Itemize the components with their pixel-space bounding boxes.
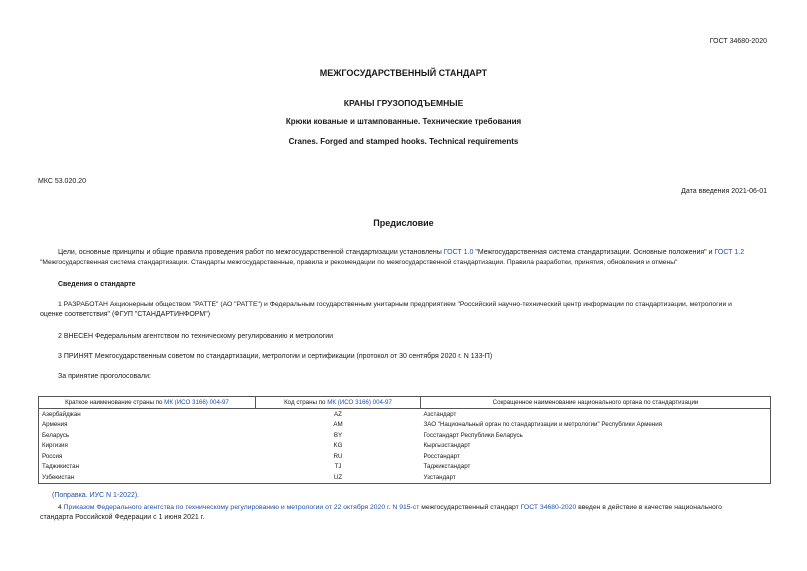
cell-country: Азербайджан: [39, 409, 256, 420]
doc-number: ГОСТ 34680-2020: [709, 38, 767, 45]
standard-type: МЕЖГОСУДАРСТВЕННЫЙ СТАНДАРТ: [319, 68, 488, 78]
mk-iso-link-1[interactable]: МК (ИСО 3166) 004-97: [164, 399, 229, 406]
cell-code: AZ: [334, 410, 342, 418]
foreword-para1: [40, 248, 772, 258]
countries-table: [38, 396, 771, 484]
table-row: [39, 430, 771, 441]
cell-body: Госстандарт Республики Беларусь: [421, 430, 771, 441]
item4-line1: [58, 503, 772, 513]
cell-country: Армения: [39, 420, 256, 431]
mk-iso-link-2[interactable]: МК (ИСО 3166) 004-97: [327, 399, 392, 406]
amendment-link[interactable]: Поправка: [54, 492, 86, 499]
foreword-heading: Предисловие: [373, 218, 434, 228]
item4-num: 4: [58, 504, 64, 511]
col-body-header: Сокращенное наименование национального органа по стандартизации: [421, 397, 771, 409]
table-row: [39, 462, 771, 473]
col-country-header: [39, 397, 256, 409]
amendment-note: [52, 491, 784, 501]
table-row: [39, 409, 771, 420]
foreword-para1-line2: "Межгосударственная система стандартизации. Стандарты межгосударственные, правила и рекомендации по межгосударственной стандартизации. Правила разработки, принятия, обновления и отмены": [40, 259, 678, 266]
para1-text-a: Цели, основные принципы и общие правила проведения работ по межгосударственной стандартизации установлены: [58, 249, 444, 256]
cell-body: Узстандарт: [421, 472, 771, 483]
cell-code: UZ: [256, 472, 421, 483]
gost-1-2-link[interactable]: ГОСТ 1.2: [714, 249, 745, 256]
amend-rest: . ИУС N 1-2022).: [85, 492, 140, 499]
item2: 2 ВНЕСЕН Федеральным агентством по техническому регулированию и метрологии: [58, 333, 334, 340]
cell-country: Россия: [39, 451, 256, 462]
subtitle-en: Cranes. Forged and stamped hooks. Technical requirements: [288, 137, 519, 146]
main-title: КРАНЫ ГРУЗОПОДЪЕМНЫЕ: [343, 98, 464, 108]
table-row: [39, 441, 771, 452]
table-row: [39, 420, 771, 431]
gost-1-0-link[interactable]: ГОСТ 1.0: [443, 249, 474, 256]
table-row: [39, 472, 771, 483]
info-heading: Сведения о стандарте: [58, 281, 136, 288]
cell-country: Беларусь: [39, 430, 256, 441]
cell-code: TJ: [334, 463, 342, 471]
table-row: [39, 451, 771, 462]
item3: 3 ПРИНЯТ Межгосударственным советом по стандартизации, метрологии и сертификации (протокол от 30 сентября 2020 г. N 133-П): [58, 353, 493, 360]
table-header-row: [39, 397, 771, 409]
cell-code: AM: [333, 421, 343, 429]
item1-line1: 1 РАЗРАБОТАН Акционерным обществом "РАТТЕ" (АО "РАТТЕ") и Федеральным государственным унитарным предприятием "Российский научно-технический центр информации по стандартизации, метрологии и: [58, 301, 732, 308]
col-country-label: Краткое наименование страны по: [65, 399, 165, 406]
cell-body: Таджикстандарт: [421, 462, 771, 473]
gost-34680-link[interactable]: ГОСТ 34680-2020: [520, 504, 577, 511]
cell-body: ЗАО "Национальный орган по стандартизации и метрологии" Республики Армения: [421, 420, 771, 431]
voted-label: За принятие проголосовали:: [58, 373, 151, 380]
amend-paren: (: [52, 492, 55, 499]
item4-line2: стандарта Российской Федерации с 1 июня 2021 г.: [40, 514, 205, 521]
cell-body: Росстандарт: [421, 451, 771, 462]
cell-country: Таджикистан: [39, 462, 256, 473]
cell-country: Киргизия: [39, 441, 256, 452]
mks-code: МКС 53.020.20: [38, 178, 86, 185]
cell-body: Азстандарт: [421, 409, 771, 420]
cell-country: Узбекистан: [39, 472, 256, 483]
item4-rest: введен в действие в качестве национального: [576, 504, 722, 511]
item1-line2: оценке соответствия" (ФГУП "СТАНДАРТИНФОРМ"): [40, 311, 211, 318]
col-code-label: Код страны по: [284, 399, 328, 406]
intro-date: Дата введения 2021-06-01: [681, 188, 767, 195]
order-link[interactable]: Приказом Федерального агентства по техническому регулированию и метрологии от 22 октября 2020 г. N 915-ст: [63, 504, 420, 511]
cell-code: BY: [333, 431, 343, 439]
cell-code: RU: [333, 452, 343, 460]
col-code-header: [256, 397, 421, 409]
cell-body: Кыргызстандарт: [421, 441, 771, 452]
cell-code: KG: [333, 442, 343, 450]
item4-mid: межгосударственный стандарт: [419, 504, 521, 511]
para1-text-b: "Межгосударственная система стандартизации. Основные положения" и: [473, 249, 715, 256]
subtitle-ru: Крюки кованые и штампованные. Технические требования: [285, 117, 522, 126]
